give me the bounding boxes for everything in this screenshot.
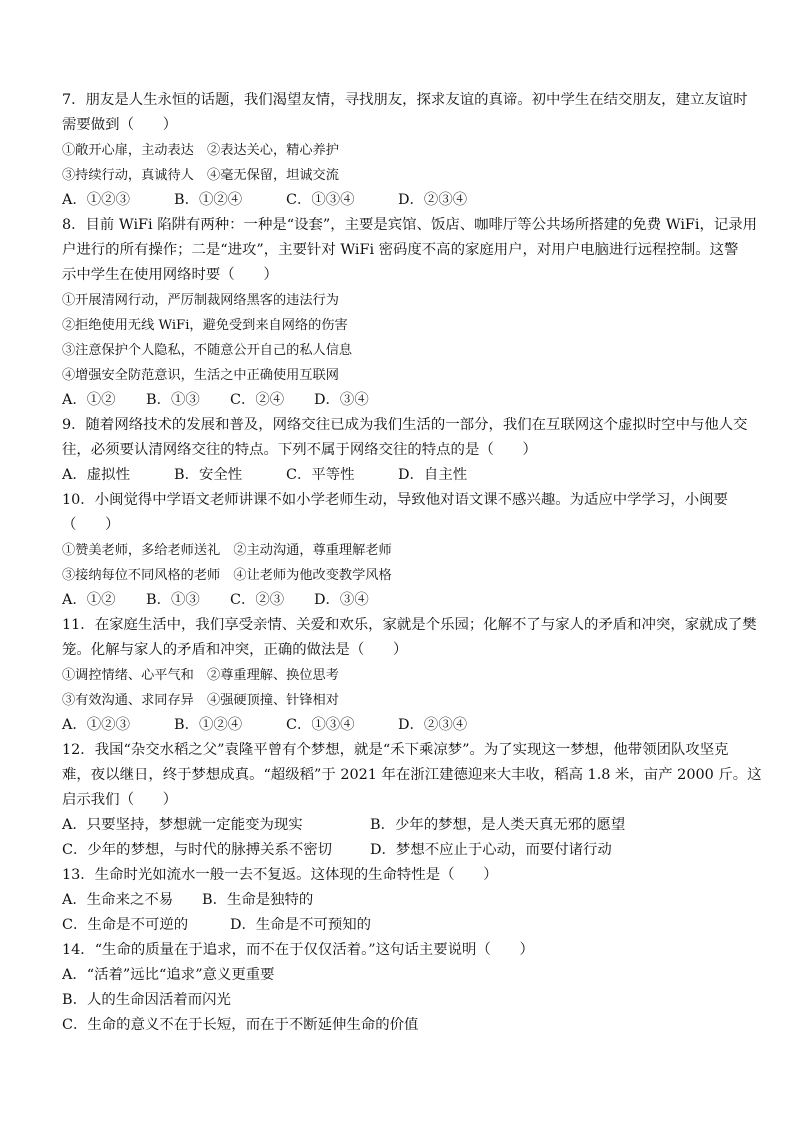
question-9 — [62, 413, 748, 488]
question-stem: 11．在家庭生活中，我们享受亲情、关爱和欢乐，家就是个乐园；化解不了与家人的矛盾和冲突，家就成了樊 — [62, 617, 757, 633]
answer-options — [62, 838, 740, 863]
question-14 — [62, 938, 740, 1038]
question-10 — [62, 488, 740, 613]
option-a[interactable]: A．①②③ — [62, 717, 130, 733]
option-a[interactable]: A．①②③ — [62, 192, 130, 208]
question-stem: 7．朋友是人生永恒的话题，我们渴望友情，寻找朋友，探求友谊的真谛。初中学生在结交朋友，建立友谊时 — [62, 92, 748, 108]
option-b[interactable]: B．①③ — [146, 392, 200, 408]
option-a[interactable]: A．生命来之不易 — [62, 892, 174, 908]
statement-item: ③注意保护个人隐私，不随意公开自己的私人信息 — [62, 343, 353, 358]
answer-options — [62, 888, 740, 913]
answer-options — [62, 713, 740, 738]
option-d[interactable]: D．③④ — [314, 392, 369, 408]
question-stem: 示中学生在使用网络时要（ ） — [62, 267, 278, 283]
question-stem: 12．我国“杂交水稻之父”袁隆平曾有个梦想，就是“禾下乘凉梦”。为了实现这一梦想，他带领团队攻坚克 — [62, 742, 729, 758]
option-a[interactable]: A．①② — [62, 392, 116, 408]
option-c[interactable]: C．生命是不可逆的 — [62, 917, 189, 933]
question-stem: 难，夜以继日，终于梦想成真。“超级稻”于 2021 年在浙江建德迎来大丰收，稻高 1.8 米，亩产 2000 斤。这 — [62, 767, 762, 783]
option-b[interactable]: B．①③ — [146, 592, 200, 608]
answer-options — [62, 388, 740, 413]
question-stem: 户进行的所有操作；二是“进攻”，主要针对 WiFi 密码度不高的家庭用户，对用户电脑进行远程控制。这警 — [62, 242, 739, 258]
question-stem: 笼。化解与家人的矛盾和冲突，正确的做法是（ ） — [62, 642, 408, 658]
option-d[interactable]: D．自主性 — [398, 467, 468, 483]
option-c[interactable]: C．①③④ — [286, 717, 355, 733]
question-13 — [62, 863, 740, 938]
option-a[interactable]: A．①② — [62, 592, 116, 608]
option-b[interactable]: B．人的生命因活着而闪光 — [62, 992, 231, 1008]
statement-item: ①开展清网行动，严厉制裁网络黑客的违法行为 — [62, 293, 339, 308]
statement-item: ②拒绝使用无线 WiFi，避免受到来自网络的伤害 — [62, 318, 348, 333]
option-b[interactable]: B．安全性 — [174, 467, 243, 483]
option-c[interactable]: C．少年的梦想，与时代的脉搏关系不密切 — [62, 842, 333, 858]
statement-item: ③接纳每位不同风格的老师 ④让老师为他改变教学风格 — [62, 568, 392, 583]
option-d[interactable]: D．③④ — [314, 592, 369, 608]
question-stem: （ ） — [62, 517, 120, 533]
question-8 — [62, 213, 758, 413]
exam-page — [62, 88, 762, 1038]
option-b[interactable]: B．①②④ — [174, 192, 243, 208]
question-stem: 启示我们（ ） — [62, 792, 178, 808]
statement-item: ①赞美老师，多给老师送礼 ②主动沟通，尊重理解老师 — [62, 543, 392, 558]
answer-options — [62, 588, 740, 613]
option-c[interactable]: C．平等性 — [286, 467, 355, 483]
question-stem: 需要做到（ ） — [62, 117, 178, 133]
option-c[interactable]: C．②③ — [230, 592, 285, 608]
answer-options — [62, 463, 740, 488]
question-stem: 10．小闽觉得中学语文老师讲课不如小学老师生动，导致他对语文课不感兴趣。为适应中学学习，小闽要 — [62, 492, 728, 508]
option-b[interactable]: B．生命是独特的 — [202, 892, 314, 908]
question-stem: 往，必须要认清网络交往的特点。下列不属于网络交往的特点的是（ ） — [62, 442, 537, 458]
answer-options — [62, 813, 740, 838]
option-c[interactable]: C．生命的意义不在于长短，而在于不断延伸生命的价值 — [62, 1017, 419, 1033]
statement-item: ①调控情绪、心平气和 ②尊重理解、换位思考 — [62, 668, 339, 683]
option-d[interactable]: D．②③④ — [398, 717, 468, 733]
option-b[interactable]: B．①②④ — [174, 717, 243, 733]
question-stem: 13．生命时光如流水一般一去不复返。这体现的生命特性是（ ） — [62, 867, 498, 883]
question-stem: 14．“生命的质量在于追求，而不在于仅仅活着。”这句话主要说明（ ） — [62, 942, 534, 958]
option-b[interactable]: B．少年的梦想，是人类天真无邪的愿望 — [370, 817, 626, 833]
answer-options — [62, 188, 740, 213]
option-a[interactable]: A．“活着”远比“追求”意义更重要 — [62, 967, 275, 983]
question-stem: 9．随着网络技术的发展和普及，网络交往已成为我们生活的一部分，我们在互联网这个虚拟时空中与他人交 — [62, 417, 748, 433]
option-c[interactable]: C．①③④ — [286, 192, 355, 208]
option-d[interactable]: D．②③④ — [398, 192, 468, 208]
question-stem: 8．目前 WiFi 陷阱有两种：一种是“设套”，主要是宾馆、饭店、咖啡厅等公共场所搭建的免费 WiFi，记录用 — [62, 217, 758, 233]
answer-options — [62, 913, 740, 938]
option-a[interactable]: A．只要坚持，梦想就一定能变为现实 — [62, 817, 303, 833]
option-d[interactable]: D．梦想不应止于心动，而要付诸行动 — [370, 842, 612, 858]
option-a[interactable]: A．虚拟性 — [62, 467, 130, 483]
option-c[interactable]: C．②④ — [230, 392, 285, 408]
question-7 — [62, 88, 748, 213]
question-11 — [62, 613, 757, 738]
question-12 — [62, 738, 762, 863]
statement-item: ①敞开心扉，主动表达 ②表达关心，精心养护 — [62, 143, 339, 158]
statement-item: ④增强安全防范意识，生活之中正确使用互联网 — [62, 368, 339, 383]
statement-item: ③有效沟通、求同存异 ④强硬顶撞、针锋相对 — [62, 693, 339, 708]
option-d[interactable]: D．生命是不可预知的 — [230, 917, 372, 933]
statement-item: ③持续行动，真诚待人 ④毫无保留，坦诚交流 — [62, 168, 339, 183]
